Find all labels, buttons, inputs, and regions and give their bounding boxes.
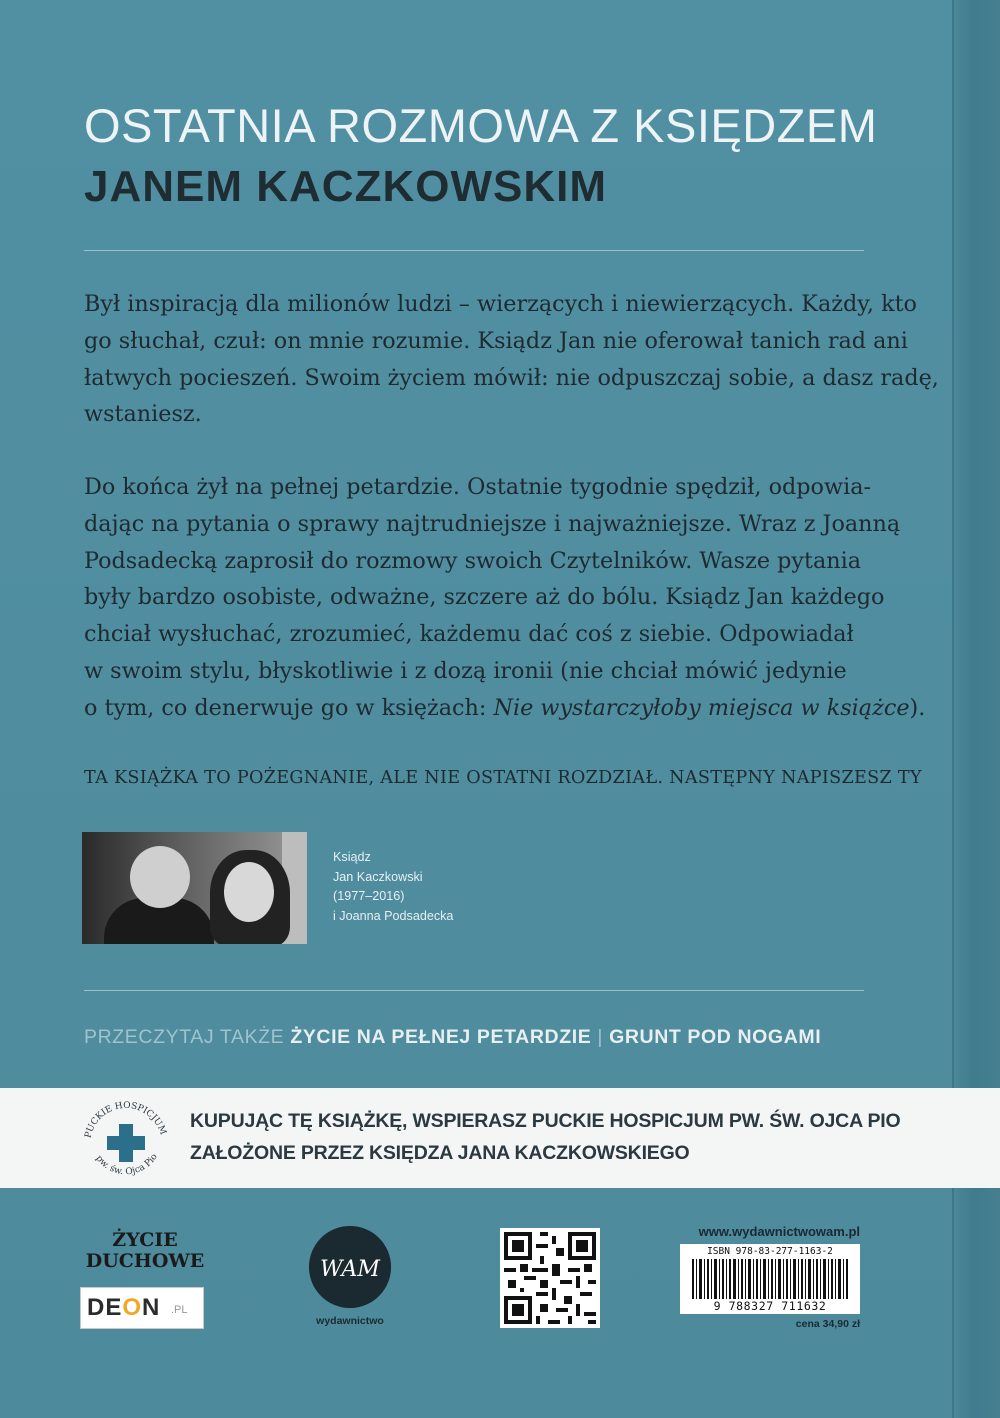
also-read-title-2: GRUNT POD NOGAMI <box>609 1026 822 1048</box>
also-read-title-1: ŻYCIE NA PEŁNEJ PETARDZIE <box>290 1026 592 1048</box>
text-line: w swoim stylu, błyskotliwie i z dozą ironii (nie chciał mówić jedynie <box>84 657 847 684</box>
book-spine-edge <box>952 0 1000 1418</box>
qr-code[interactable] <box>500 1228 600 1328</box>
text-line: go słuchał, czuł: on mnie rozumie. Ksiądz Jan nie oferował tanich rad ani <box>84 327 908 354</box>
also-read-prefix: PRZECZYTAJ TAKŻE <box>84 1026 291 1048</box>
price-label: cena 34,90 zł <box>795 1318 860 1330</box>
divider-bottom <box>84 990 864 991</box>
caption-line: i Joanna Podsadecka <box>333 908 454 923</box>
blurb-paragraph-2 <box>84 469 926 727</box>
logo-line: ŻYCIE <box>112 1229 178 1251</box>
deon-letters: DE <box>87 1294 123 1321</box>
logo-line: DUCHOWE <box>85 1250 205 1272</box>
also-read-separator: | <box>591 1026 610 1048</box>
text-prefix: o tym, co denerwuje go w księżach: <box>84 694 494 721</box>
text-suffix: ). <box>909 694 926 721</box>
seal-text-bottom: pw. św. Ojca Pio <box>93 1152 160 1178</box>
text-line: Był inspiracją dla milionów ludzi – wierzących i niewierzących. Każdy, kto <box>84 291 917 317</box>
wam-mark: WAM <box>320 1257 380 1282</box>
publisher-url[interactable]: www.wydawnictwowam.pl <box>698 1224 860 1239</box>
closing-statement: TA KSIĄŻKA TO POŻEGNANIE, ALE NIE OSTATNI ROZDZIAŁ. NASTĘPNY NAPISZESZ TY <box>84 768 922 788</box>
italic-quote: Nie wystarczyłoby miejsca w książce <box>493 694 910 721</box>
text-line: łatwych pocieszeń. Swoim życiem mówił: nie odpuszczaj sobie, a dasz radę, <box>84 364 939 391</box>
text-line: dając na pytania o sprawy najtrudniejsze i najważniejsze. Wraz z Joanną <box>84 510 901 537</box>
deon-o: O <box>122 1294 143 1321</box>
title-line-2: JANEM KACZKOWSKIM <box>84 162 607 211</box>
divider-top <box>84 250 864 251</box>
wam-publisher-logo <box>309 1226 391 1308</box>
zycie-duchowe-logo <box>80 1230 210 1272</box>
caption-line: (1977–2016) <box>333 889 405 903</box>
text-line: Do końca żył na pełnej petardzie. Ostatnie tygodnie spędził, odpowia- <box>84 474 872 500</box>
text-line: Podsadecką zaprosił do rozmowy swoich Czytelników. Wasze pytania <box>84 547 862 574</box>
blurb-paragraph-1 <box>84 286 939 433</box>
barcode-digits: 9 788327 711632 <box>713 1299 827 1313</box>
text-line: wstaniesz. <box>84 401 202 428</box>
isbn-text: ISBN 978-83-277-1163-2 <box>707 1246 833 1257</box>
barcode-block <box>680 1244 860 1314</box>
barcode-icon <box>690 1259 850 1299</box>
title-line-1: OSTATNIA ROZMOWA Z KSIĘDZEM <box>84 99 878 152</box>
seal-text-top: PUCKIE HOSPICJUM <box>83 1100 168 1140</box>
hospice-seal-logo <box>78 1092 174 1184</box>
hospice-line-2: ZAŁOŻONE PRZEZ KSIĘDZA JANA KACZKOWSKIEGO <box>190 1142 690 1164</box>
also-read <box>84 1026 884 1049</box>
text-line: były bardzo osobiste, odważne, szczere aż do bólu. Ksiądz Jan każdego <box>84 584 885 611</box>
caption-line: Ksiądz <box>333 850 371 864</box>
deon-logo <box>80 1287 204 1329</box>
hospice-line-1: KUPUJĄC TĘ KSIĄŻKĘ, WSPIERASZ PUCKIE HOSPICJUM PW. ŚW. OJCA PIO <box>190 1110 901 1132</box>
text-line-last <box>84 690 926 727</box>
photo-caption <box>333 848 533 926</box>
author-photo <box>82 832 307 944</box>
caption-line: Jan Kaczkowski <box>333 869 423 884</box>
deon-pl: .PL <box>171 1304 188 1316</box>
text-line: chciał wysłuchać, zrozumieć, każdemu dać coś z siebie. Odpowiadał <box>84 621 854 648</box>
deon-n: N <box>142 1294 161 1321</box>
cross-icon-horizontal <box>107 1136 145 1150</box>
wam-label: wydawnictwo <box>316 1315 384 1327</box>
